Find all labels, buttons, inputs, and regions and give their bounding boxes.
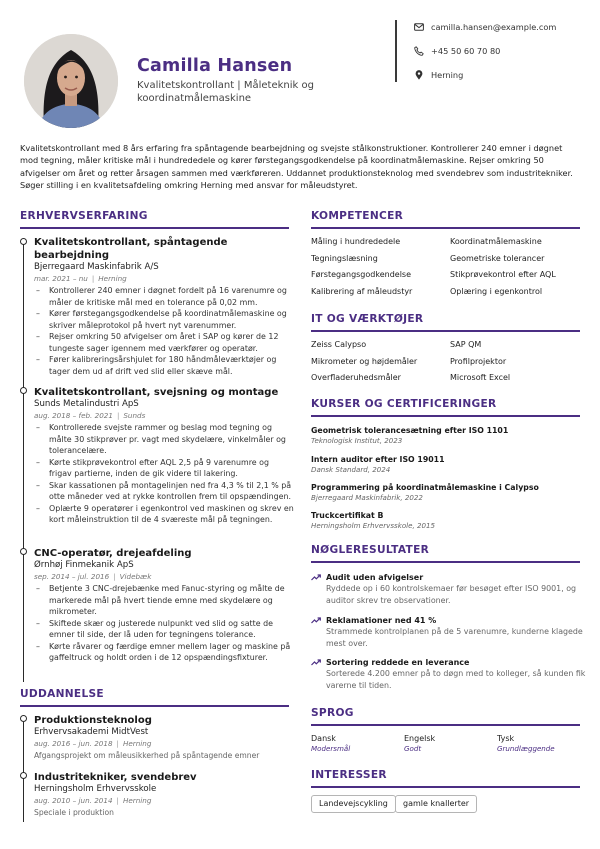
- contact-location-text: Herning: [431, 70, 464, 80]
- tool-item: SAP QM: [450, 340, 482, 349]
- job-meta: [34, 411, 294, 422]
- result-description: Sorterede 4.200 emner på to døgn med to kolleger, så kunden fik varerne til tiden.: [326, 669, 586, 690]
- skill-item: Stikprøvekontrol efter AQL: [450, 270, 556, 280]
- job-bullet: – Kontrollerer 240 emner i døgnet fordelt på 16 varenumre og måler de kritiske mål med en tolerance på 0,02 mm.: [34, 285, 294, 308]
- skill-item: Måling i hundrededele: [311, 237, 401, 246]
- contact-phone[interactable]: [414, 45, 500, 57]
- job-company: Sunds Metalindustri ApS: [34, 399, 139, 409]
- mail-icon: [414, 22, 424, 32]
- meta-separator: |: [116, 738, 119, 748]
- section-heading-skills: KOMPETENCER: [311, 210, 404, 222]
- section-rule-languages: [311, 724, 580, 726]
- job-meta: [34, 572, 294, 583]
- section-rule-interests: [311, 786, 580, 788]
- job-bullet: – Kører førstegangsgodkendelse på koordinatmålemaskine og skriver måleprotokol på hvert nyt varenummer.: [34, 308, 294, 331]
- timeline-dot: [20, 772, 27, 779]
- experience-item: [34, 236, 294, 377]
- section-rule-results: [311, 561, 580, 563]
- header-divider: [395, 20, 397, 82]
- trend-up-icon: [311, 617, 321, 624]
- trend-up-icon: [311, 574, 321, 581]
- tool-item: Microsoft Excel: [450, 373, 511, 383]
- job-bullets: [34, 422, 294, 526]
- degree-title: Industritekniker, svendebrev: [34, 772, 197, 783]
- profile-photo: [24, 34, 118, 128]
- course-item: [311, 510, 581, 531]
- interest-tag: gamle knallerter: [395, 795, 477, 813]
- course-item: [311, 454, 581, 475]
- meta-separator: |: [113, 571, 116, 581]
- school-name: Herningsholm Erhvervsskole: [34, 784, 157, 794]
- experience-timeline-line: [23, 244, 24, 682]
- job-bullet: – Skar kassationen på montagelinjen ned fra 4,3 % til 2,1 % på otte måneder ved at rykke kontrollen frem til opspændingen.: [34, 480, 294, 503]
- result-title-text: Sortering reddede en leverance: [326, 658, 470, 667]
- section-heading-results: NØGLERESULTATER: [311, 544, 430, 556]
- course-title: Geometrisk tolerancesætning efter ISO 1101: [311, 426, 509, 435]
- job-period: mar. 2021 – nu: [34, 273, 88, 283]
- section-heading-interests: INTERESSER: [311, 769, 387, 781]
- course-meta: Dansk Standard, 2024: [311, 465, 391, 474]
- section-rule-tools: [311, 330, 580, 332]
- job-period: sep. 2014 – jul. 2016: [34, 571, 110, 581]
- education-description: Afgangsprojekt om måleusikkerhed på spåntagende emner: [34, 751, 260, 760]
- job-title: Kvalitetskontrollant, svejsning og montage: [34, 387, 279, 398]
- language-level: Godt: [404, 744, 422, 753]
- candidate-name: Camilla Hansen: [137, 56, 293, 76]
- result-title: [311, 615, 586, 626]
- experience-item: [34, 547, 294, 664]
- trend-up-icon: [311, 659, 321, 666]
- education-period: aug. 2016 – jun. 2018: [34, 738, 113, 748]
- language-item: [497, 733, 555, 754]
- education-item: [34, 714, 294, 761]
- education-description: Speciale i produktion: [34, 808, 114, 817]
- course-meta: Bjerregaard Maskinfabrik, 2022: [311, 493, 423, 502]
- job-company: Bjerregaard Maskinfabrik A/S: [34, 262, 159, 272]
- job-period: aug. 2018 – feb. 2021: [34, 410, 113, 420]
- timeline-dot: [20, 548, 27, 555]
- job-bullet: – Rejser omkring 50 afvigelser om året i SAP og kører de 12 tungeste sager igennem med værkfører og operatør.: [34, 331, 294, 354]
- result-title-text: Audit uden afvigelser: [326, 573, 424, 582]
- section-heading-languages: SPROG: [311, 707, 354, 719]
- job-title: Kvalitetskontrollant, spåntagende bearbejdning: [34, 237, 228, 261]
- job-location: Herning: [98, 273, 127, 283]
- language-name: Dansk: [311, 734, 336, 743]
- language-level: Modersmål: [311, 744, 351, 753]
- tool-item: Zeiss Calypso: [311, 340, 367, 349]
- phone-icon: [414, 46, 424, 56]
- job-bullet: – Skiftede skær og justerede nulpunkt ved slid og satte de emner til side, der lå uden for tegningens tolerance.: [34, 618, 294, 641]
- course-meta: Teknologisk Institut, 2023: [311, 436, 403, 445]
- language-item: [311, 733, 350, 754]
- job-location: Sunds: [123, 410, 146, 420]
- tools-column-left: [311, 337, 417, 387]
- meta-separator: |: [116, 795, 119, 805]
- skill-item: Oplæring i egenkontrol: [450, 287, 543, 297]
- course-item: [311, 482, 581, 503]
- skill-item: Geometriske tolerancer: [450, 253, 545, 263]
- skill-item: Tegningslæsning: [311, 253, 378, 263]
- profile-summary: Kvalitetskontrollant med 8 års erfaring fra spåntagende bearbejdning og svejste stålkonstruktioner. Kontrollerer 240 emner i døgnet mod tegning, måler kritiske mål i hundrededele og kører førstegangsgodkendelse på koordinatmålemaskine. Rejser omkring 50 afvigelser om året og retter årsagen sammen med værkføreren. Uddannet produktionsteknolog med svendebrev som industritekniker. Søger stilling i en kvalitetsafdeling omkring Herning med ansvar for måleudstyret.: [20, 143, 573, 190]
- result-description: Strammede kontrolplanen på de 5 varenumre, kunderne klagede mest over.: [326, 627, 583, 648]
- contact-phone-text: +45 50 60 70 80: [431, 46, 501, 56]
- job-bullets: [34, 285, 294, 377]
- job-location: Videbæk: [119, 571, 152, 581]
- timeline-dot: [20, 715, 27, 722]
- education-meta: [34, 739, 294, 750]
- meta-separator: |: [116, 410, 120, 420]
- education-location: Herning: [122, 795, 152, 805]
- job-bullet: – Fører kalibreringsårshjulet for 180 håndmåleværktøjer og tager dem ud af drift ved slid eller skæve mål.: [34, 354, 294, 377]
- course-title: Truckcertifikat B: [311, 511, 384, 520]
- result-description: Ryddede op i 60 kontrolskemaer før besøget efter ISO 9001, og auditor skrev tre observationer.: [326, 584, 577, 605]
- contact-email[interactable]: [414, 21, 556, 33]
- section-heading-tools: IT OG VÆRKTØJER: [311, 313, 424, 325]
- education-location: Herning: [122, 738, 152, 748]
- timeline-dot: [20, 387, 27, 394]
- language-item: [404, 733, 435, 754]
- tool-item: Overfladeruhedsmåler: [311, 373, 401, 383]
- course-meta: Herningsholm Erhvervsskole, 2015: [311, 521, 436, 530]
- result-title: [311, 572, 586, 583]
- education-period: aug. 2010 – jun. 2014: [34, 795, 113, 805]
- interest-tag: Landevejscykling: [311, 795, 396, 813]
- job-bullet: – Oplærte 9 operatører i egenkontrol ved maskinen og skrev en kort måleinstruktion til de 4 sværeste mål på tegningen.: [34, 503, 294, 526]
- candidate-subtitle: Kvalitetskontrollant | Måleteknik og koordinatmålemaskine: [137, 80, 314, 104]
- profile-portrait-image: [24, 34, 118, 128]
- contact-location: [414, 69, 463, 81]
- experience-item: [34, 386, 294, 526]
- job-company: Ørnhøj Finmekanik ApS: [34, 560, 134, 570]
- result-item: [311, 572, 586, 606]
- job-bullet: – Betjente 3 CNC-drejebænke med Fanuc-styring og målte de markerede mål på hvert tiende emne med skydelære og mikrometer.: [34, 583, 294, 618]
- degree-title: Produktionsteknolog: [34, 715, 152, 726]
- section-rule-skills: [311, 227, 580, 229]
- course-title: Intern auditor efter ISO 19011: [311, 455, 445, 464]
- skills-column-left: [311, 234, 412, 301]
- language-name: Tysk: [497, 734, 515, 743]
- skills-column-right: [450, 234, 556, 301]
- job-bullet: – Kørte råvarer og færdige emner mellem lager og maskine på gaffeltruck og holdt orden i de 12 opspændingsfixturer.: [34, 641, 294, 664]
- section-heading-education: UDDANNELSE: [20, 688, 104, 700]
- skill-item: Koordinatmålemaskine: [450, 237, 542, 246]
- job-bullet: – Kørte stikprøvekontrol efter AQL 2,5 på 9 varenumre og frigav partierne, inden de gik videre til lakering.: [34, 457, 294, 480]
- contact-email-text: camilla.hansen@example.com: [431, 22, 557, 32]
- tool-item: Mikrometer og højdemåler: [311, 356, 418, 366]
- section-rule-courses: [311, 415, 580, 417]
- skill-item: Førstegangsgodkendelse: [311, 270, 412, 280]
- result-title: [311, 657, 586, 668]
- result-title-text: Reklamationer ned 41 %: [326, 616, 437, 625]
- section-heading-courses: KURSER OG CERTIFICERINGER: [311, 398, 497, 410]
- course-item: [311, 425, 581, 446]
- tools-column-right: [450, 337, 510, 387]
- section-rule-experience: [20, 227, 289, 229]
- result-item: [311, 615, 586, 649]
- result-item: [311, 657, 586, 691]
- course-title: Programmering på koordinatmålemaskine i Calypso: [311, 483, 539, 492]
- education-meta: [34, 796, 294, 807]
- job-bullet: – Kontrollerede svejste rammer og beslag mod tegning og målte 30 stikprøver pr. vagt med skydelære, vinkelmåler og tolerancelære.: [34, 422, 294, 457]
- language-level: Grundlæggende: [497, 744, 555, 753]
- language-name: Engelsk: [404, 734, 436, 743]
- education-item: [34, 771, 294, 818]
- tool-item: Profilprojektor: [450, 356, 507, 366]
- timeline-dot: [20, 238, 27, 245]
- location-pin-icon: [414, 70, 424, 80]
- skill-item: Kalibrering af måleudstyr: [311, 287, 413, 297]
- job-bullets: [34, 583, 294, 664]
- job-title: CNC-operatør, drejeafdeling: [34, 548, 192, 559]
- school-name: Erhvervsakademi MidtVest: [34, 727, 149, 737]
- section-rule-education: [20, 705, 289, 707]
- meta-separator: |: [91, 273, 95, 283]
- section-heading-experience: ERHVERVSERFARING: [20, 210, 148, 222]
- job-meta: [34, 274, 294, 285]
